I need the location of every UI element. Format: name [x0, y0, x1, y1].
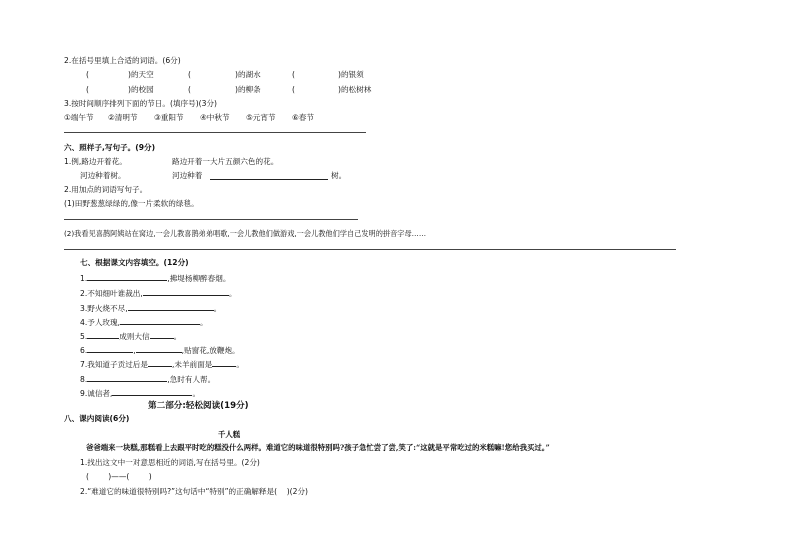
q3-item: ④中秋节: [200, 113, 230, 122]
task-expand-end: 树。: [331, 171, 347, 180]
fill-item-8: 8. ,急时有人帮。: [80, 375, 216, 384]
q2-sentence-item2: (2)我看见喜鹊阿姨站在窝边,一会儿教喜鹊弟弟唱歌,一会儿教他们做游戏,一会儿教他们学自己发明的拼音字母……: [64, 229, 427, 238]
fill-blank[interactable]: [120, 316, 200, 325]
q3-item: ②清明节: [108, 113, 138, 122]
q2-row2-paren: (: [86, 85, 89, 94]
example-sentence: 1.例,路边开着花。: [64, 157, 127, 166]
fill-blank[interactable]: [112, 387, 192, 396]
fill-blank[interactable]: [136, 344, 182, 353]
fill-blank[interactable]: [128, 302, 214, 311]
fill-blank[interactable]: [87, 330, 119, 339]
q2-row1-paren: (: [292, 70, 295, 79]
q2-row2-paren: (: [188, 85, 191, 94]
fill-blank[interactable]: [148, 358, 172, 367]
section7-title: 七、根据课文内容填空。(12分): [80, 258, 189, 267]
q2-row1-item3: )的银须: [338, 70, 364, 79]
fill-item-6: 6. , ,贴窗花,放鞭炮。: [80, 346, 240, 355]
q3-title: 3.按时间顺序排列下面的节日。(填序号)(3分): [64, 99, 218, 108]
reading-q1: 1.找出这文中一对意思相近的词语,写在括号里。(2分): [80, 458, 260, 467]
section6-title: 六、照样子,写句子。(9分): [64, 143, 156, 152]
fill-blank[interactable]: [143, 287, 229, 296]
fill-item-7: 7.我知道子贡过后是 ,未羊前面是 。: [80, 360, 244, 369]
answer-line[interactable]: [64, 132, 366, 133]
q2-row2-item1: )的校园: [128, 85, 154, 94]
q2-row1-item1: )的天空: [128, 70, 154, 79]
story-title: 千人糕: [218, 430, 241, 439]
fill-item-4: 4.予人玫瑰, 。: [80, 318, 208, 327]
answer-line[interactable]: [64, 249, 676, 250]
q2-row2-item3: )的松树林: [338, 85, 372, 94]
q2-row1-paren: (: [188, 70, 191, 79]
fill-blank[interactable]: [87, 373, 167, 382]
q3-item: ⑤元宵节: [246, 113, 276, 122]
reading-q1-blank[interactable]: ( )——( ): [86, 472, 152, 481]
q2-row1-paren: (: [86, 70, 89, 79]
task-expand-blank[interactable]: [210, 179, 328, 180]
fill-blank[interactable]: [212, 358, 236, 367]
q2-sentence-title: 2.用加点的词语写句子。: [64, 185, 148, 194]
answer-line[interactable]: [64, 219, 358, 220]
fill-blank[interactable]: [87, 344, 133, 353]
story-text: 爸爸端来一块糕,那糕看上去跟平时吃的糕没什么两样。难道它的味道很特别吗?孩子急忙尝了尝,笑了:“这就是平常吃过的米糕嘛!您给我买过。”: [86, 443, 550, 452]
fill-blank[interactable]: [87, 272, 167, 281]
section8-title: 八、课内阅读(6分): [64, 414, 130, 423]
part2-title: 第二部分:轻松阅读(19分): [148, 401, 249, 411]
q2-title: 2.在括号里填上合适的词语。(6分): [64, 56, 181, 65]
fill-item-1: 1. ,拂堤杨柳醉春烟。: [80, 274, 231, 283]
q2-row2-paren: (: [292, 85, 295, 94]
q3-item: ⑥春节: [292, 113, 314, 122]
q2-row2-item2: )的柳条: [235, 85, 261, 94]
q2-sentence-item1: (1)田野葱葱绿绿的,像一片柔软的绿毯。: [64, 199, 199, 208]
task-expand-start: 河边种着: [172, 171, 203, 180]
fill-item-5: 5. 成则大信 。: [80, 332, 182, 341]
fill-blank[interactable]: [150, 330, 174, 339]
fill-item-9: 9.诚信者, 。: [80, 389, 201, 398]
example-expanded: 路边开着一大片五颜六色的花。: [172, 157, 279, 166]
q3-item: ③重阳节: [154, 113, 184, 122]
q3-item: ①端午节: [64, 113, 94, 122]
fill-item-3: 3.野火烧不尽, 。: [80, 304, 222, 313]
task-sentence: 河边种着树。: [80, 171, 126, 180]
q2-row1-item2: )的湖水: [235, 70, 261, 79]
reading-q2: 2.“难道它的味道很特别吗?”这句话中“特别”的正确解释是( )(2分): [80, 487, 309, 496]
fill-item-2: 2.不知细叶谁裁出, 。: [80, 289, 237, 298]
